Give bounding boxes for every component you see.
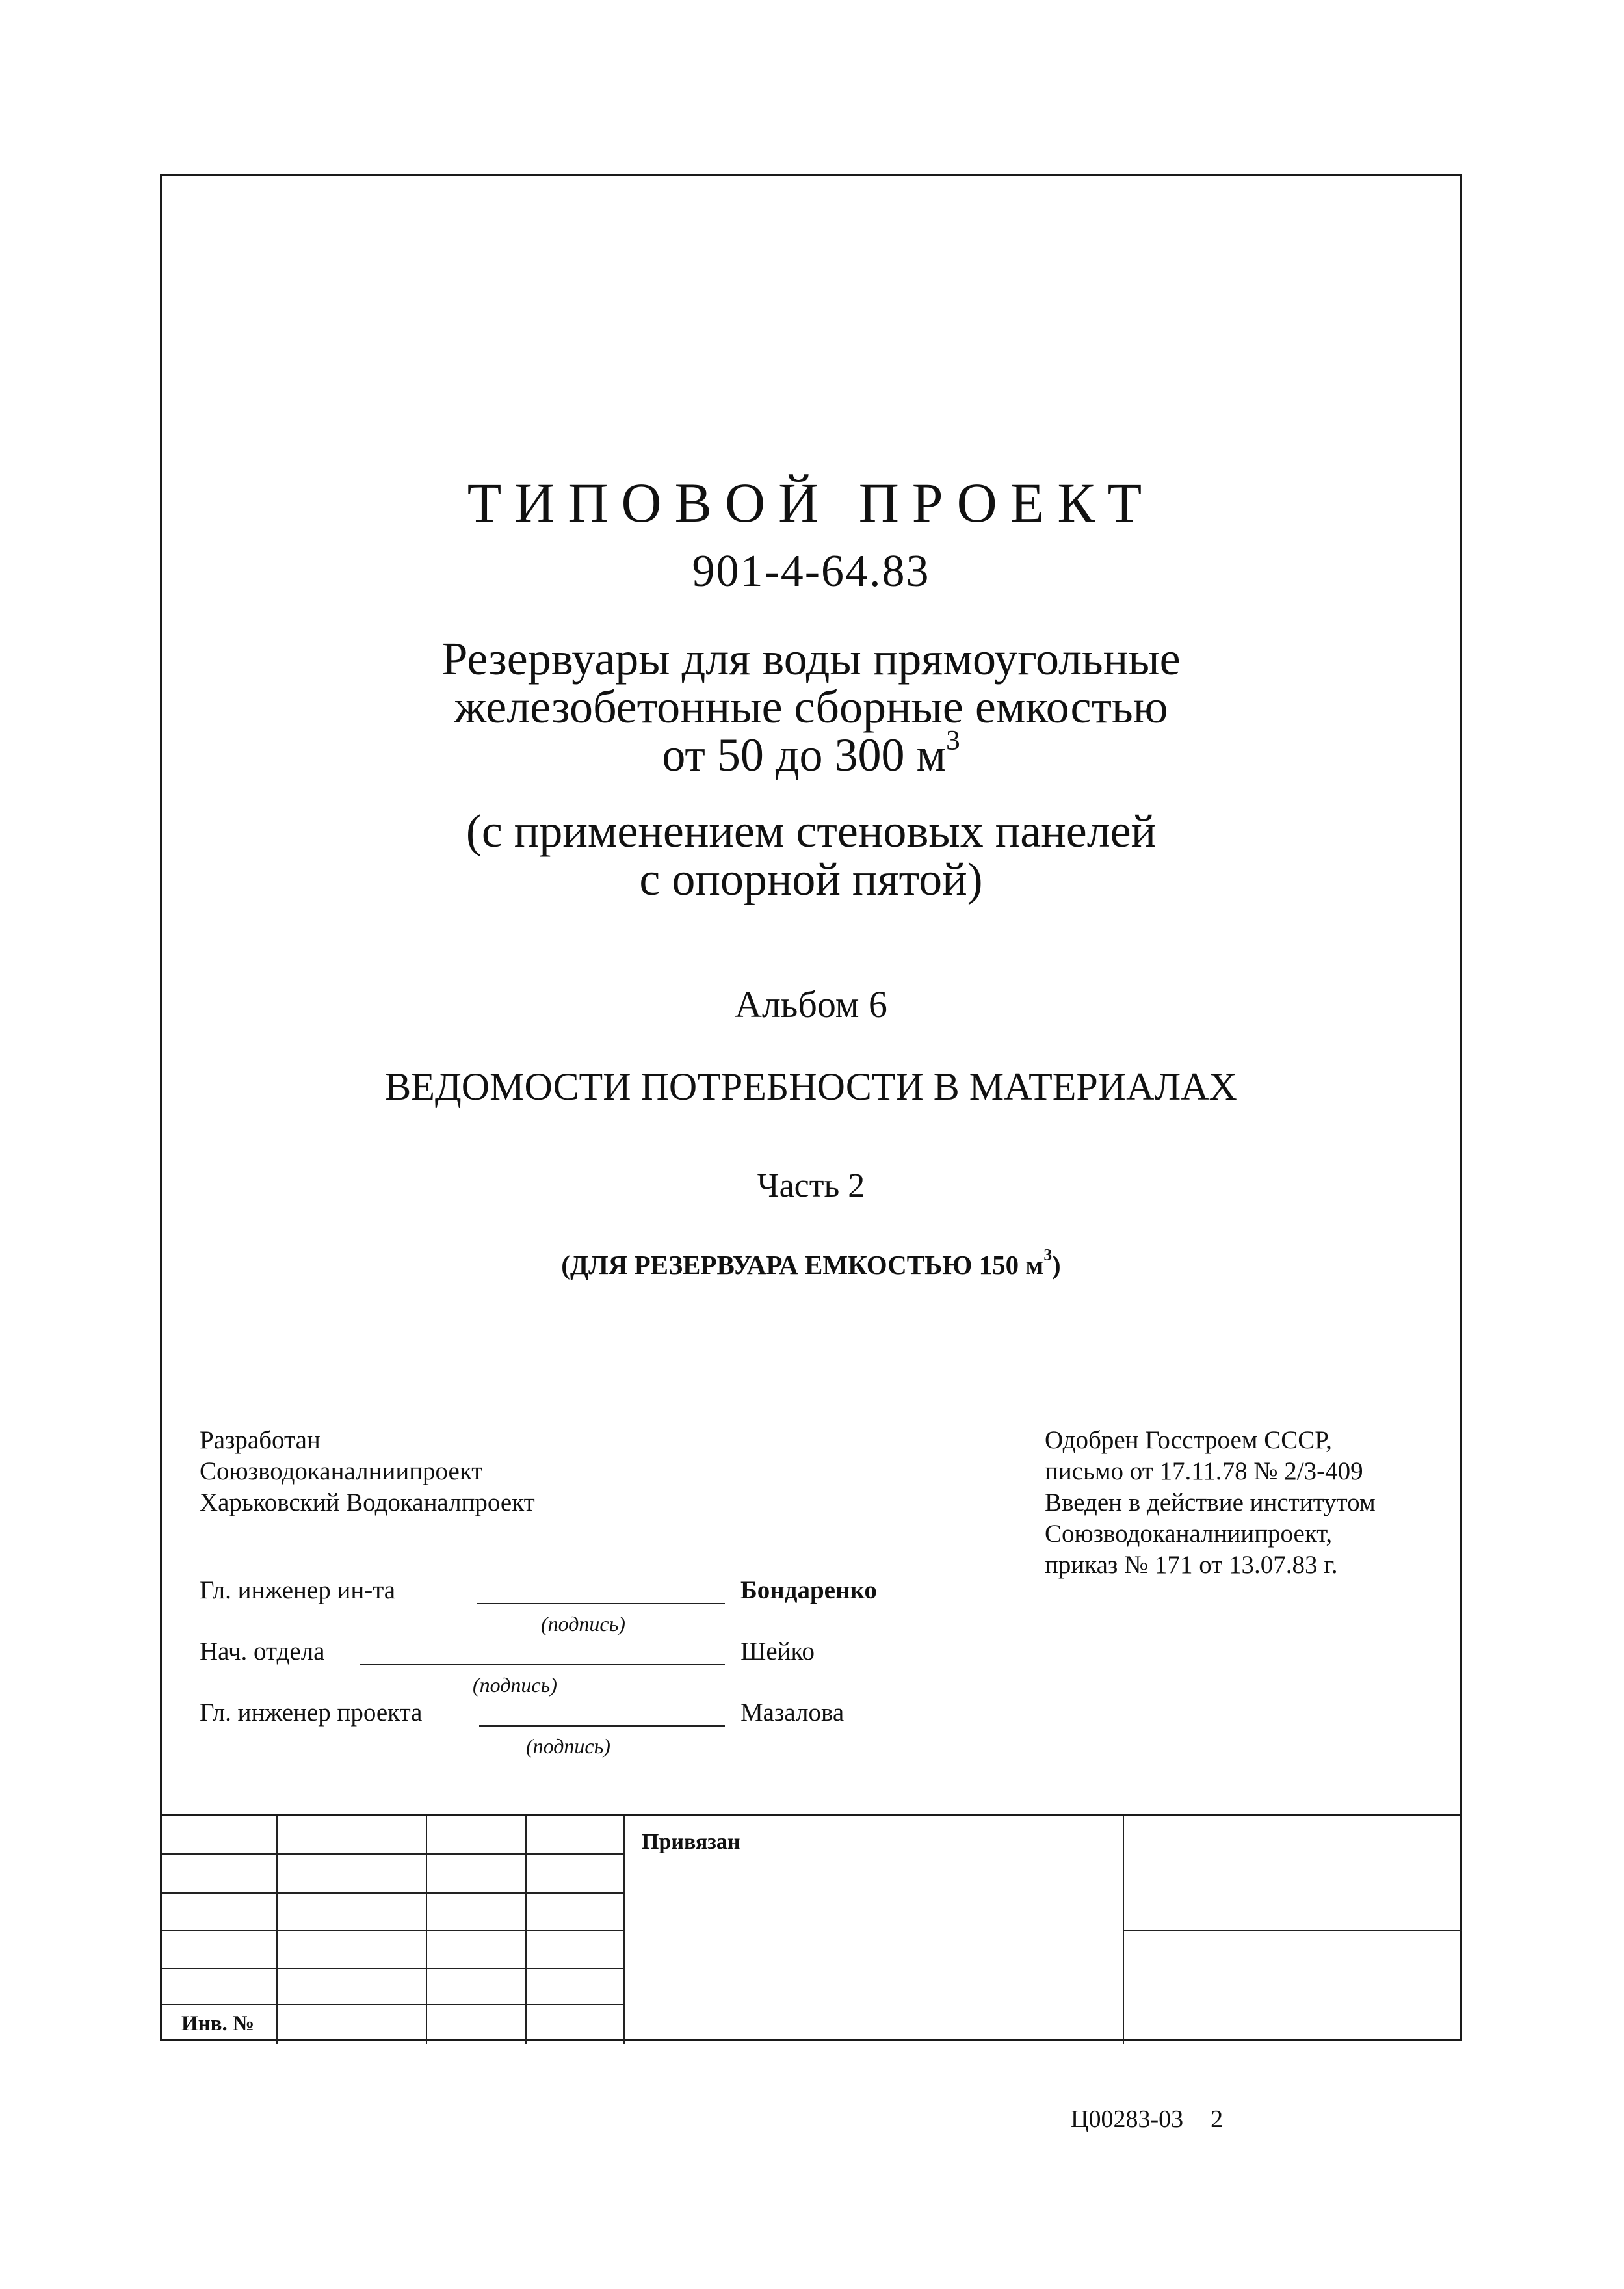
capacity-text: (ДЛЯ РЕЗЕРВУАРА ЕМКОСТЬЮ 150 м (561, 1250, 1044, 1280)
stamp-grid-line (162, 1853, 623, 1855)
document-code (1071, 2105, 1223, 2134)
stamp-grid-line (623, 1816, 625, 2044)
project-name-line (162, 725, 1460, 781)
project-name-line-text: от 50 до 300 м (662, 729, 947, 781)
signature-role: Гл. инженер ин-та (200, 1576, 396, 1604)
developer-line: Союзводоканалниипроект (200, 1457, 483, 1485)
developer-block (200, 1425, 535, 1518)
signature-line (479, 1725, 725, 1727)
album-number: Альбом 6 (735, 983, 887, 1025)
project-note-line: (с применением стеновых панелей (465, 805, 1157, 857)
signature-hint: (подпись) (473, 1673, 557, 1697)
part-number: Часть 2 (757, 1167, 865, 1204)
project-note-line: с опорной пятой) (639, 853, 983, 905)
stamp-table (162, 1814, 1460, 2044)
approval-line: приказ № 171 от 13.07.83 г. (1045, 1551, 1338, 1579)
stamp-grid-line (162, 2004, 623, 2005)
project-heading: ТИПОВОЙ ПРОЕКТ (467, 471, 1155, 534)
stamp-grid-line (1123, 1930, 1462, 1931)
approval-line: Союзводоканалниипроект, (1045, 1520, 1333, 1548)
stamp-grid-line (162, 1968, 623, 1969)
project-name-line: Резервуары для воды прямоугольные (441, 633, 1181, 685)
signature-role: Гл. инженер проекта (200, 1699, 423, 1727)
developer-line: Разработан (200, 1426, 321, 1454)
linked-label: Привязан (642, 1830, 740, 1854)
inventory-number-label: Инв. № (181, 2012, 255, 2035)
signature-name: Мазалова (740, 1699, 845, 1727)
signature-name: Бондаренко (740, 1576, 877, 1604)
project-name (162, 635, 1460, 779)
page-number: 2 (1211, 2106, 1224, 2133)
signature-name: Шейко (740, 1637, 815, 1665)
signature-line (477, 1603, 725, 1604)
project-note (162, 807, 1460, 903)
document-code-text: Ц00283-03 (1071, 2106, 1184, 2133)
developer-line: Харьковский Водоканалпроект (200, 1489, 535, 1516)
signature-hint: (подпись) (526, 1734, 610, 1758)
section-title: ВЕДОМОСТИ ПОТРЕБНОСТИ В МАТЕРИАЛАХ (385, 1065, 1237, 1108)
page-frame (160, 174, 1462, 2041)
stamp-grid-line (162, 1930, 623, 1931)
signature-hint: (подпись) (541, 1612, 625, 1635)
capacity-close: ) (1052, 1250, 1061, 1280)
capacity-superscript: 3 (1043, 1245, 1053, 1264)
project-code: 901-4-64.83 (692, 546, 930, 596)
capacity-note (162, 1245, 1460, 1280)
approval-block (1045, 1425, 1376, 1581)
signature-role: Нач. отдела (200, 1637, 325, 1665)
project-name-line: железобетонные сборные емкостью (454, 681, 1168, 733)
approval-line: Одобрен Госстроем СССР, (1045, 1426, 1332, 1454)
approval-line: письмо от 17.11.78 № 2/3-409 (1045, 1457, 1363, 1485)
approval-line: Введен в действие институтом (1045, 1489, 1376, 1516)
stamp-grid-line (162, 1892, 623, 1894)
signature-line (360, 1664, 725, 1665)
cubic-superscript: 3 (946, 725, 960, 756)
